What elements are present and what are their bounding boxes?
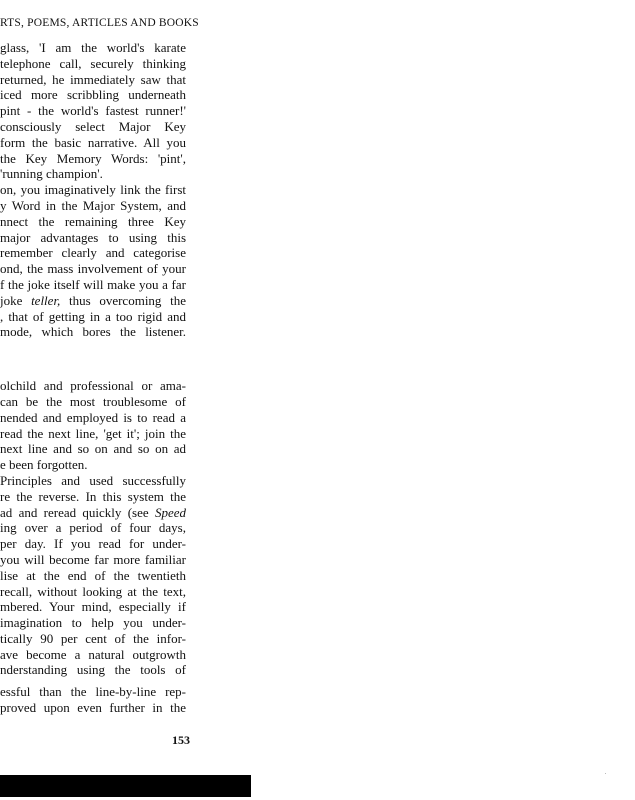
text-line: y Word in the Major System, and [0, 197, 186, 213]
text-line: recall, without looking at the text, [0, 583, 186, 599]
text-line: telephone call, securely thinking [0, 55, 186, 71]
text-line: lise at the end of the twentieth [0, 567, 186, 583]
text-line: , that of getting in a too rigid and [0, 308, 186, 324]
text-line: nderstanding using the tools of [0, 662, 186, 678]
text-line: next line and so on and so on ad [0, 441, 186, 457]
text-line: f the joke itself will make you a far [0, 276, 186, 292]
paragraph-5-line-3: ad and reread quickly (see Speed [0, 504, 186, 520]
text-line: glass, 'I am the world's karate [0, 40, 186, 55]
text-line: nended and employed is to read a [0, 409, 186, 425]
paragraph-3-line-8: joke teller, thus overcoming the [0, 292, 186, 308]
paragraph-5-rest [0, 520, 186, 678]
text-line: iced more scribbling underneath [0, 87, 186, 103]
scan-edge-bar [0, 775, 251, 797]
text-line: mbered. Your mind, especially if [0, 599, 186, 615]
page-body [0, 40, 186, 716]
paragraph-6 [0, 684, 186, 716]
text-line: the Key Memory Words: 'pint', [0, 150, 186, 166]
text-line: ond, the mass involvement of your [0, 261, 186, 277]
text-line: Principles and used successfully [0, 472, 186, 488]
text-line: consciously select Major Key [0, 118, 186, 134]
text-line: imagination to help you under- [0, 615, 186, 631]
text-line: you will become far more familiar [0, 551, 186, 567]
paragraph-2 [0, 119, 186, 182]
text-line: e been forgotten. [0, 457, 88, 473]
text-line: tically 90 per cent of the infor- [0, 630, 186, 646]
page-number: 153 [172, 733, 190, 747]
running-header: RTS, POEMS, ARTICLES AND BOOKS [0, 17, 199, 29]
text-line: pint - the world's fastest runner!' [0, 103, 186, 119]
text-line: ave become a natural outgrowth [0, 646, 186, 662]
paragraph-4 [0, 378, 186, 473]
text-line: re the reverse. In this system the [0, 488, 186, 504]
paragraph-3 [0, 182, 186, 293]
text-line: can be the most troublesome of [0, 393, 186, 409]
text-line: read the next line, 'get it'; join the [0, 425, 186, 441]
text-line: per day. If you read for under- [0, 536, 186, 552]
text-line: 'running champion'. [0, 166, 103, 182]
paragraph-3-end [0, 309, 186, 341]
text-line: olchild and professional or ama- [0, 378, 186, 394]
paragraph-1 [0, 40, 186, 119]
text-line: mode, which bores the listener. [0, 324, 186, 340]
text-line: form the basic narrative. All you [0, 134, 186, 150]
text-line: essful than the line-by-line rep- [0, 684, 186, 700]
text-line: remember clearly and categorise [0, 245, 186, 261]
text-line: on, you imaginatively link the first [0, 182, 186, 198]
text-line: returned, he immediately saw that [0, 71, 186, 87]
text-line: ing over a period of four days, [0, 520, 186, 536]
text-line: major advantages to using this [0, 229, 186, 245]
text-line: nnect the remaining three Key [0, 213, 186, 229]
paragraph-5 [0, 473, 186, 505]
scan-speck [605, 773, 606, 774]
text-line: proved upon even further in the [0, 700, 186, 716]
